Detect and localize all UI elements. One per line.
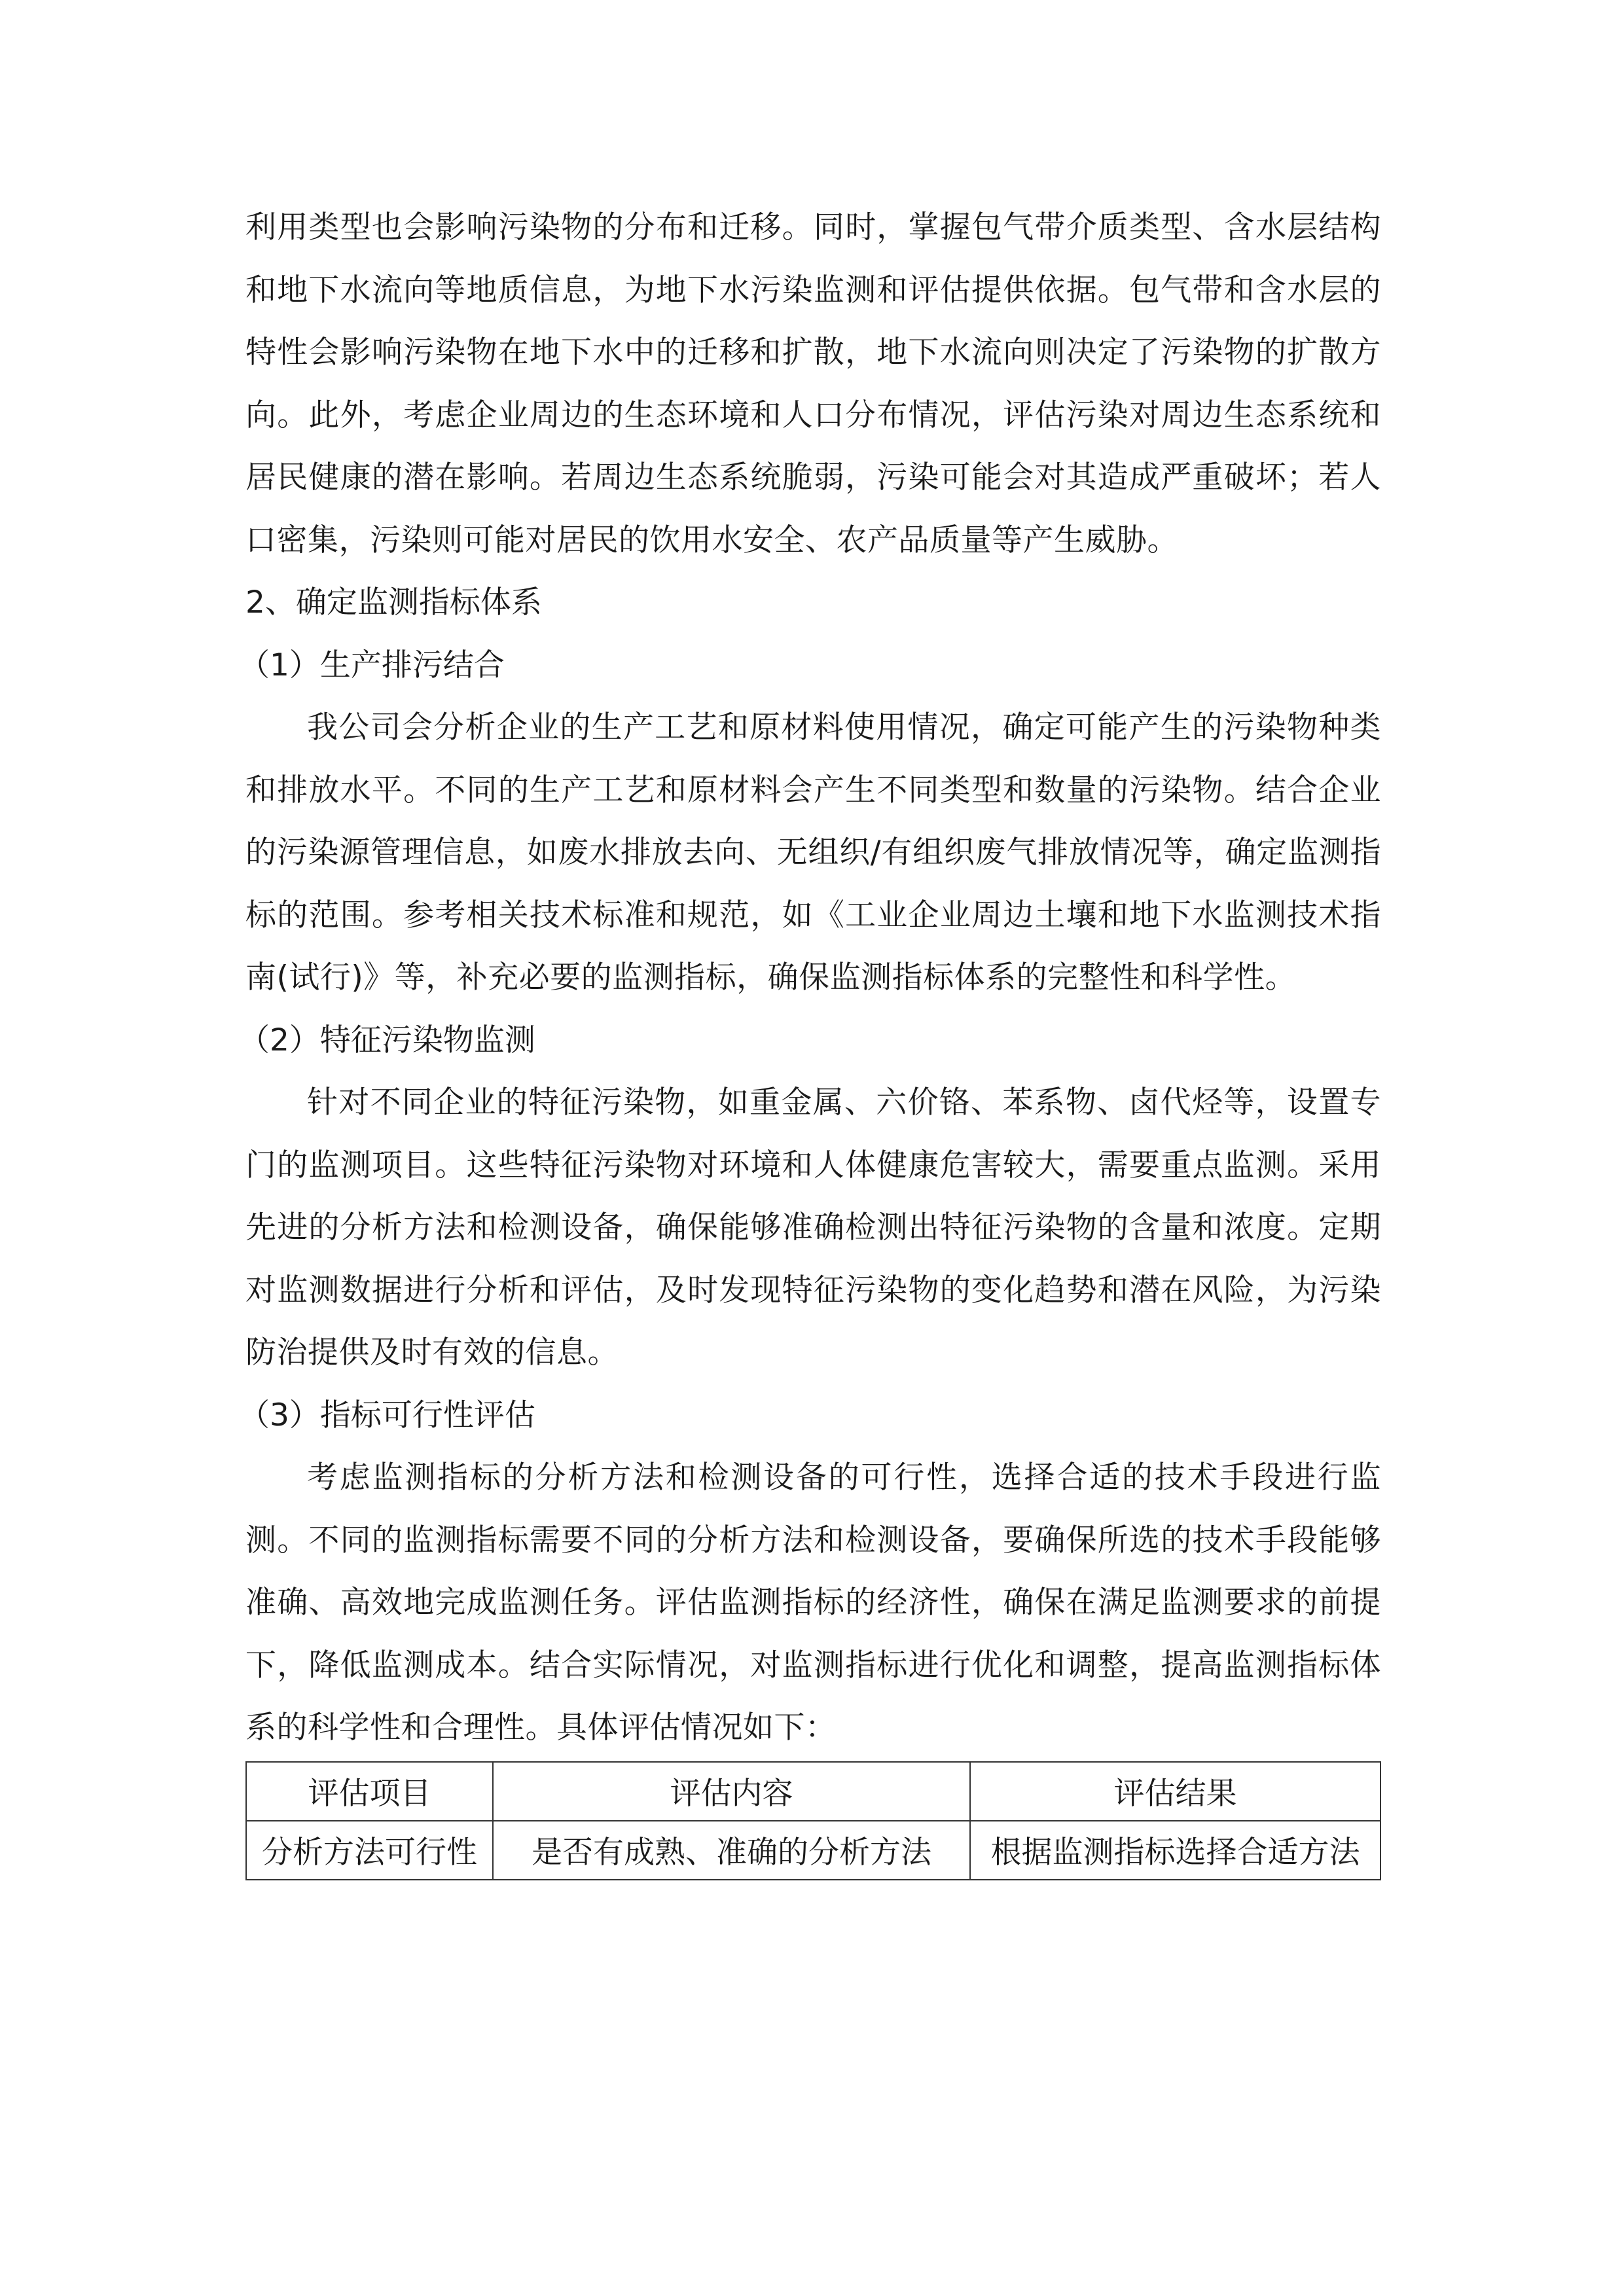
subsection-body-3: 考虑监测指标的分析方法和检测设备的可行性，选择合适的技术手段进行监测。不同的监测指标需要不同的分析方法和检测设备，要确保所选的技术手段能够准确、高效地完成监测任务。评估监测指标的经济性，确保在满足监测要求的前提下，降低监测成本。结合实际情况，对监测指标进行优化和调整，提高监测指标体系的科学性和合理性。具体评估情况如下： bbox=[245, 1460, 1381, 1746]
table-header-row bbox=[246, 1762, 1380, 1821]
subsection-body-1: 我公司会分析企业的生产工艺和原材料使用情况，确定可能产生的污染物种类和排放水平。不同的生产工艺和原材料会产生不同类型和数量的污染物。结合企业的污染源管理信息，如废水排放去向、无组织/有组织废气排放情况等，确定监测指标的范围。参考相关技术标准和规范，如《工业企业周边土壤和地下水监测技术指南(试行)》等，补充必要的监测指标，确保监测指标体系的完整性和科学性。 bbox=[245, 709, 1381, 996]
table-header-cell: 评估内容 bbox=[493, 1762, 970, 1821]
table-cell: 是否有成熟、准确的分析方法 bbox=[493, 1821, 970, 1880]
section-heading: 2、确定监测指标体系 bbox=[245, 584, 542, 620]
subsection-body-2: 针对不同企业的特征污染物，如重金属、六价铬、苯系物、卤代烃等，设置专门的监测项目。这些特征污染物对环境和人体健康危害较大，需要重点监测。采用先进的分析方法和检测设备，确保能够准确检测出特征污染物的含量和浓度。定期对监测数据进行分析和评估，及时发现特征污染物的变化趋势和潜在风险，为污染防治提供及时有效的信息。 bbox=[245, 1085, 1381, 1371]
subsection-title-3: （3）指标可行性评估 bbox=[239, 1397, 535, 1433]
table-cell: 分析方法可行性 bbox=[246, 1821, 493, 1880]
document-page bbox=[239, 196, 1381, 1880]
table-header-cell: 评估结果 bbox=[970, 1762, 1380, 1821]
table-row bbox=[246, 1821, 1380, 1880]
subsection-title-1: （1）生产排污结合 bbox=[239, 647, 505, 683]
table-header-cell: 评估项目 bbox=[246, 1762, 493, 1821]
subsection-title-2: （2）特征污染物监测 bbox=[239, 1022, 535, 1058]
intro-paragraph: 利用类型也会影响污染物的分布和迁移。同时，掌握包气带介质类型、含水层结构和地下水流向等地质信息，为地下水污染监测和评估提供依据。包气带和含水层的特性会影响污染物在地下水中的迁移和扩散，地下水流向则决定了污染物的扩散方向。此外，考虑企业周边的生态环境和人口分布情况，评估污染对周边生态系统和居民健康的潜在影响。若周边生态系统脆弱，污染可能会对其造成严重破坏；若人口密集，污染则可能对居民的饮用水安全、农产品质量等产生威胁。 bbox=[245, 209, 1381, 558]
table-cell: 根据监测指标选择合适方法 bbox=[970, 1821, 1380, 1880]
evaluation-table bbox=[245, 1761, 1381, 1880]
